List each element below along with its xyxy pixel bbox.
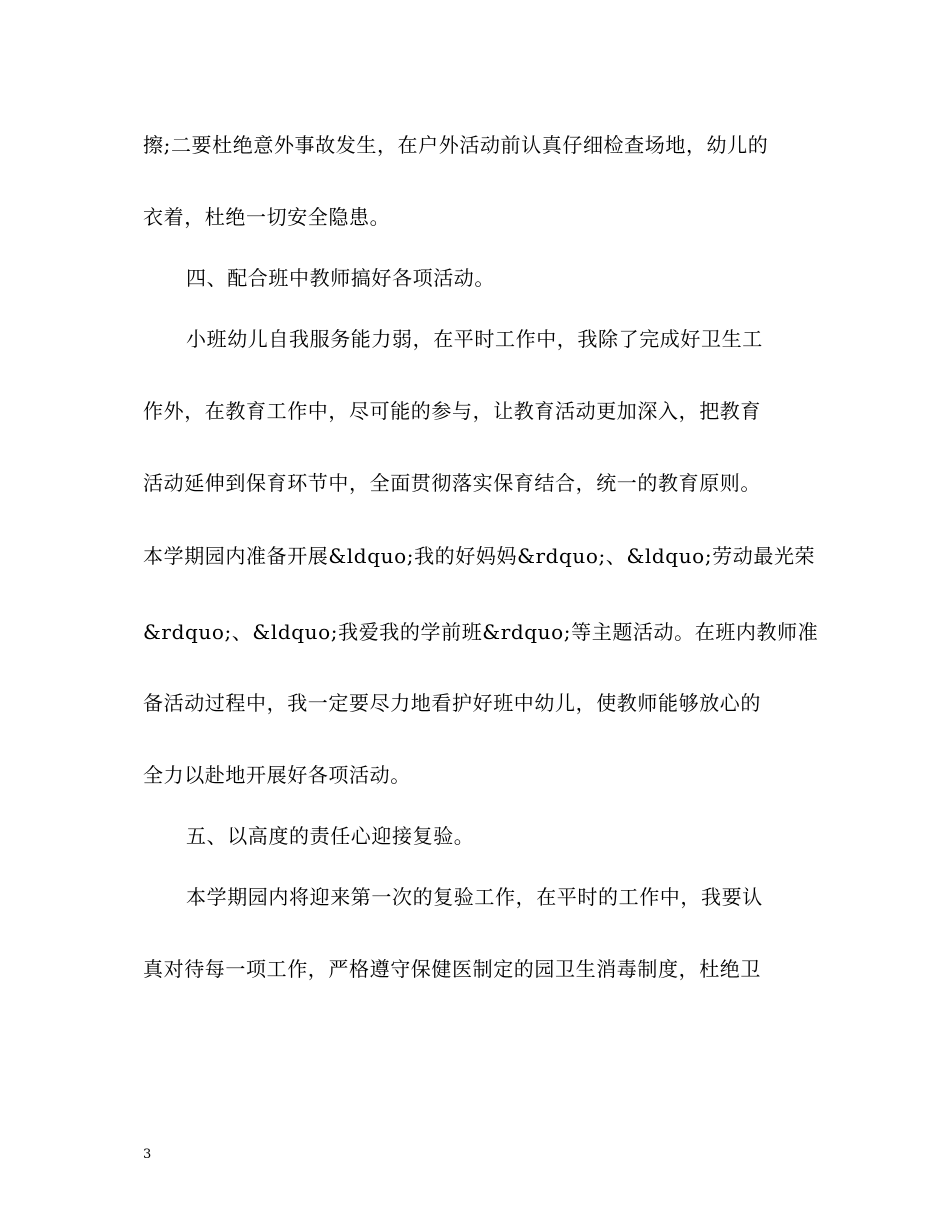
body-text-line: 衣着，杜绝一切安全隐患。	[143, 205, 391, 229]
section-heading: 四、配合班中教师搞好各项活动。	[186, 266, 495, 290]
body-text-line: 本学期园内准备开展&ldquo;我的好妈妈&rdquo;、&ldquo;劳动最光荣	[143, 544, 816, 568]
body-text-line: 作外，在教育工作中，尽可能的参与，让教育活动更加深入，把教育	[143, 399, 761, 423]
page-number: 3	[143, 1147, 152, 1162]
body-text-line: 全力以赴地开展好各项活动。	[143, 763, 411, 787]
paragraph-first-line: 小班幼儿自我服务能力弱，在平时工作中，我除了完成好卫生工	[186, 327, 763, 351]
body-text-line: 真对待每一项工作，严格遵守保健医制定的园卫生消毒制度，杜绝卫	[143, 957, 761, 981]
body-text-line: &rdquo;、&ldquo;我爱我的学前班&rdquo;等主题活动。在班内教师准	[143, 620, 819, 644]
body-text-line: 活动延伸到保育环节中，全面贯彻落实保育结合，统一的教育原则。	[143, 471, 761, 495]
body-text-line: 擦;二要杜绝意外事故发生，在户外活动前认真仔细检查场地，幼儿的	[143, 133, 769, 157]
body-text-line: 备活动过程中，我一定要尽力地看护好班中幼儿，使教师能够放心的	[143, 691, 761, 715]
paragraph-first-line: 本学期园内将迎来第一次的复验工作，在平时的工作中，我要认	[186, 885, 763, 909]
section-heading: 五、以高度的责任心迎接复验。	[186, 824, 475, 848]
